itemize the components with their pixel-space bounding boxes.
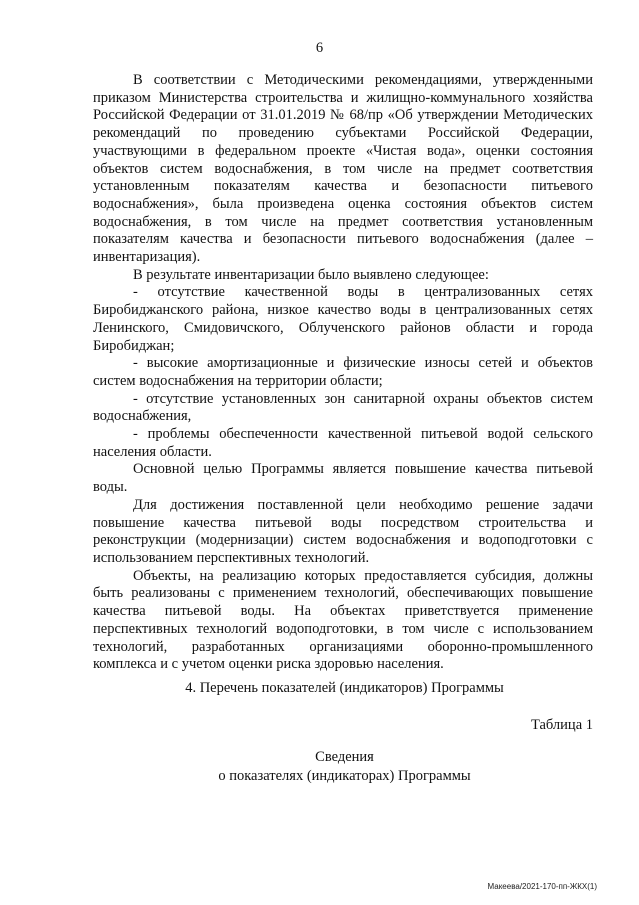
body-text: [93, 72, 593, 674]
list-item: - проблемы обеспеченности качественной питьевой водой сельского населения области.: [93, 426, 593, 460]
section-title: 4. Перечень показателей (индикаторов) Программы: [185, 680, 504, 696]
paragraph: Для достижения поставленной цели необходимо решение задачи повышение качества питьевой воды посредством строительства и реконструкции (модернизации) систем водоснабжения и водоподготовки с использованием перспективных технологий.: [93, 496, 593, 566]
table-label: Таблица 1: [530, 717, 593, 733]
list-item: - высокие амортизационные и физические износы сетей и объектов систем водоснабжения на территории области;: [93, 355, 593, 389]
paragraph: Объекты, на реализацию которых предоставляется субсидия, должны быть реализованы с применением технологий, обеспечивающих повышение качества питьевой воды. На объектах приветствуется применение перспективных технологий водоподготовки, в том числе с использованием технологий, разработанных организациями оборонно-промышленного комплекса и с учетом оценки риска здоровью населения.: [93, 567, 593, 673]
paragraph: Основной целью Программы является повышение качества питьевой воды.: [93, 461, 593, 496]
footer-code: Макеева/2021-170-пп-ЖКХ(1): [487, 882, 597, 891]
list-item: - отсутствие качественной воды в централизованных сетях Биробиджанского района, низкое качество воды в централизованных сетях Ленинского, Смидовичского, Облученского районов области и города Биробиджан;: [93, 284, 593, 354]
caption-line: о показателях (индикаторах) Программы: [218, 768, 471, 784]
caption-line: Сведения: [315, 749, 374, 765]
paragraph: В соответствии с Методическими рекомендациями, утвержденными приказом Министерства строительства и жилищно-коммунального хозяйства Российской Федерации от 31.01.2019 № 68/пр «Об утверждении Методических рекомендаций по проведению субъектами Российской Федерации, участвующими в федеральном проекте «Чистая вода», оценки состояния объектов систем водоснабжения, в том числе на предмет соответствия установленным показателям качества и безопасности питьевого водоснабжения», была произведена оценка состояния объектов систем водоснабжения, в том числе на предмет соответствия установленным показателям качества и безопасности питьевого водоснабжения (далее – инвентаризация).: [93, 72, 593, 266]
page-number: 6: [315, 40, 324, 56]
table-caption: [0, 748, 639, 786]
paragraph: В результате инвентаризации было выявлено следующее:: [133, 266, 489, 283]
list-item: - отсутствие установленных зон санитарной охраны объектов систем водоснабжения,: [93, 390, 593, 425]
